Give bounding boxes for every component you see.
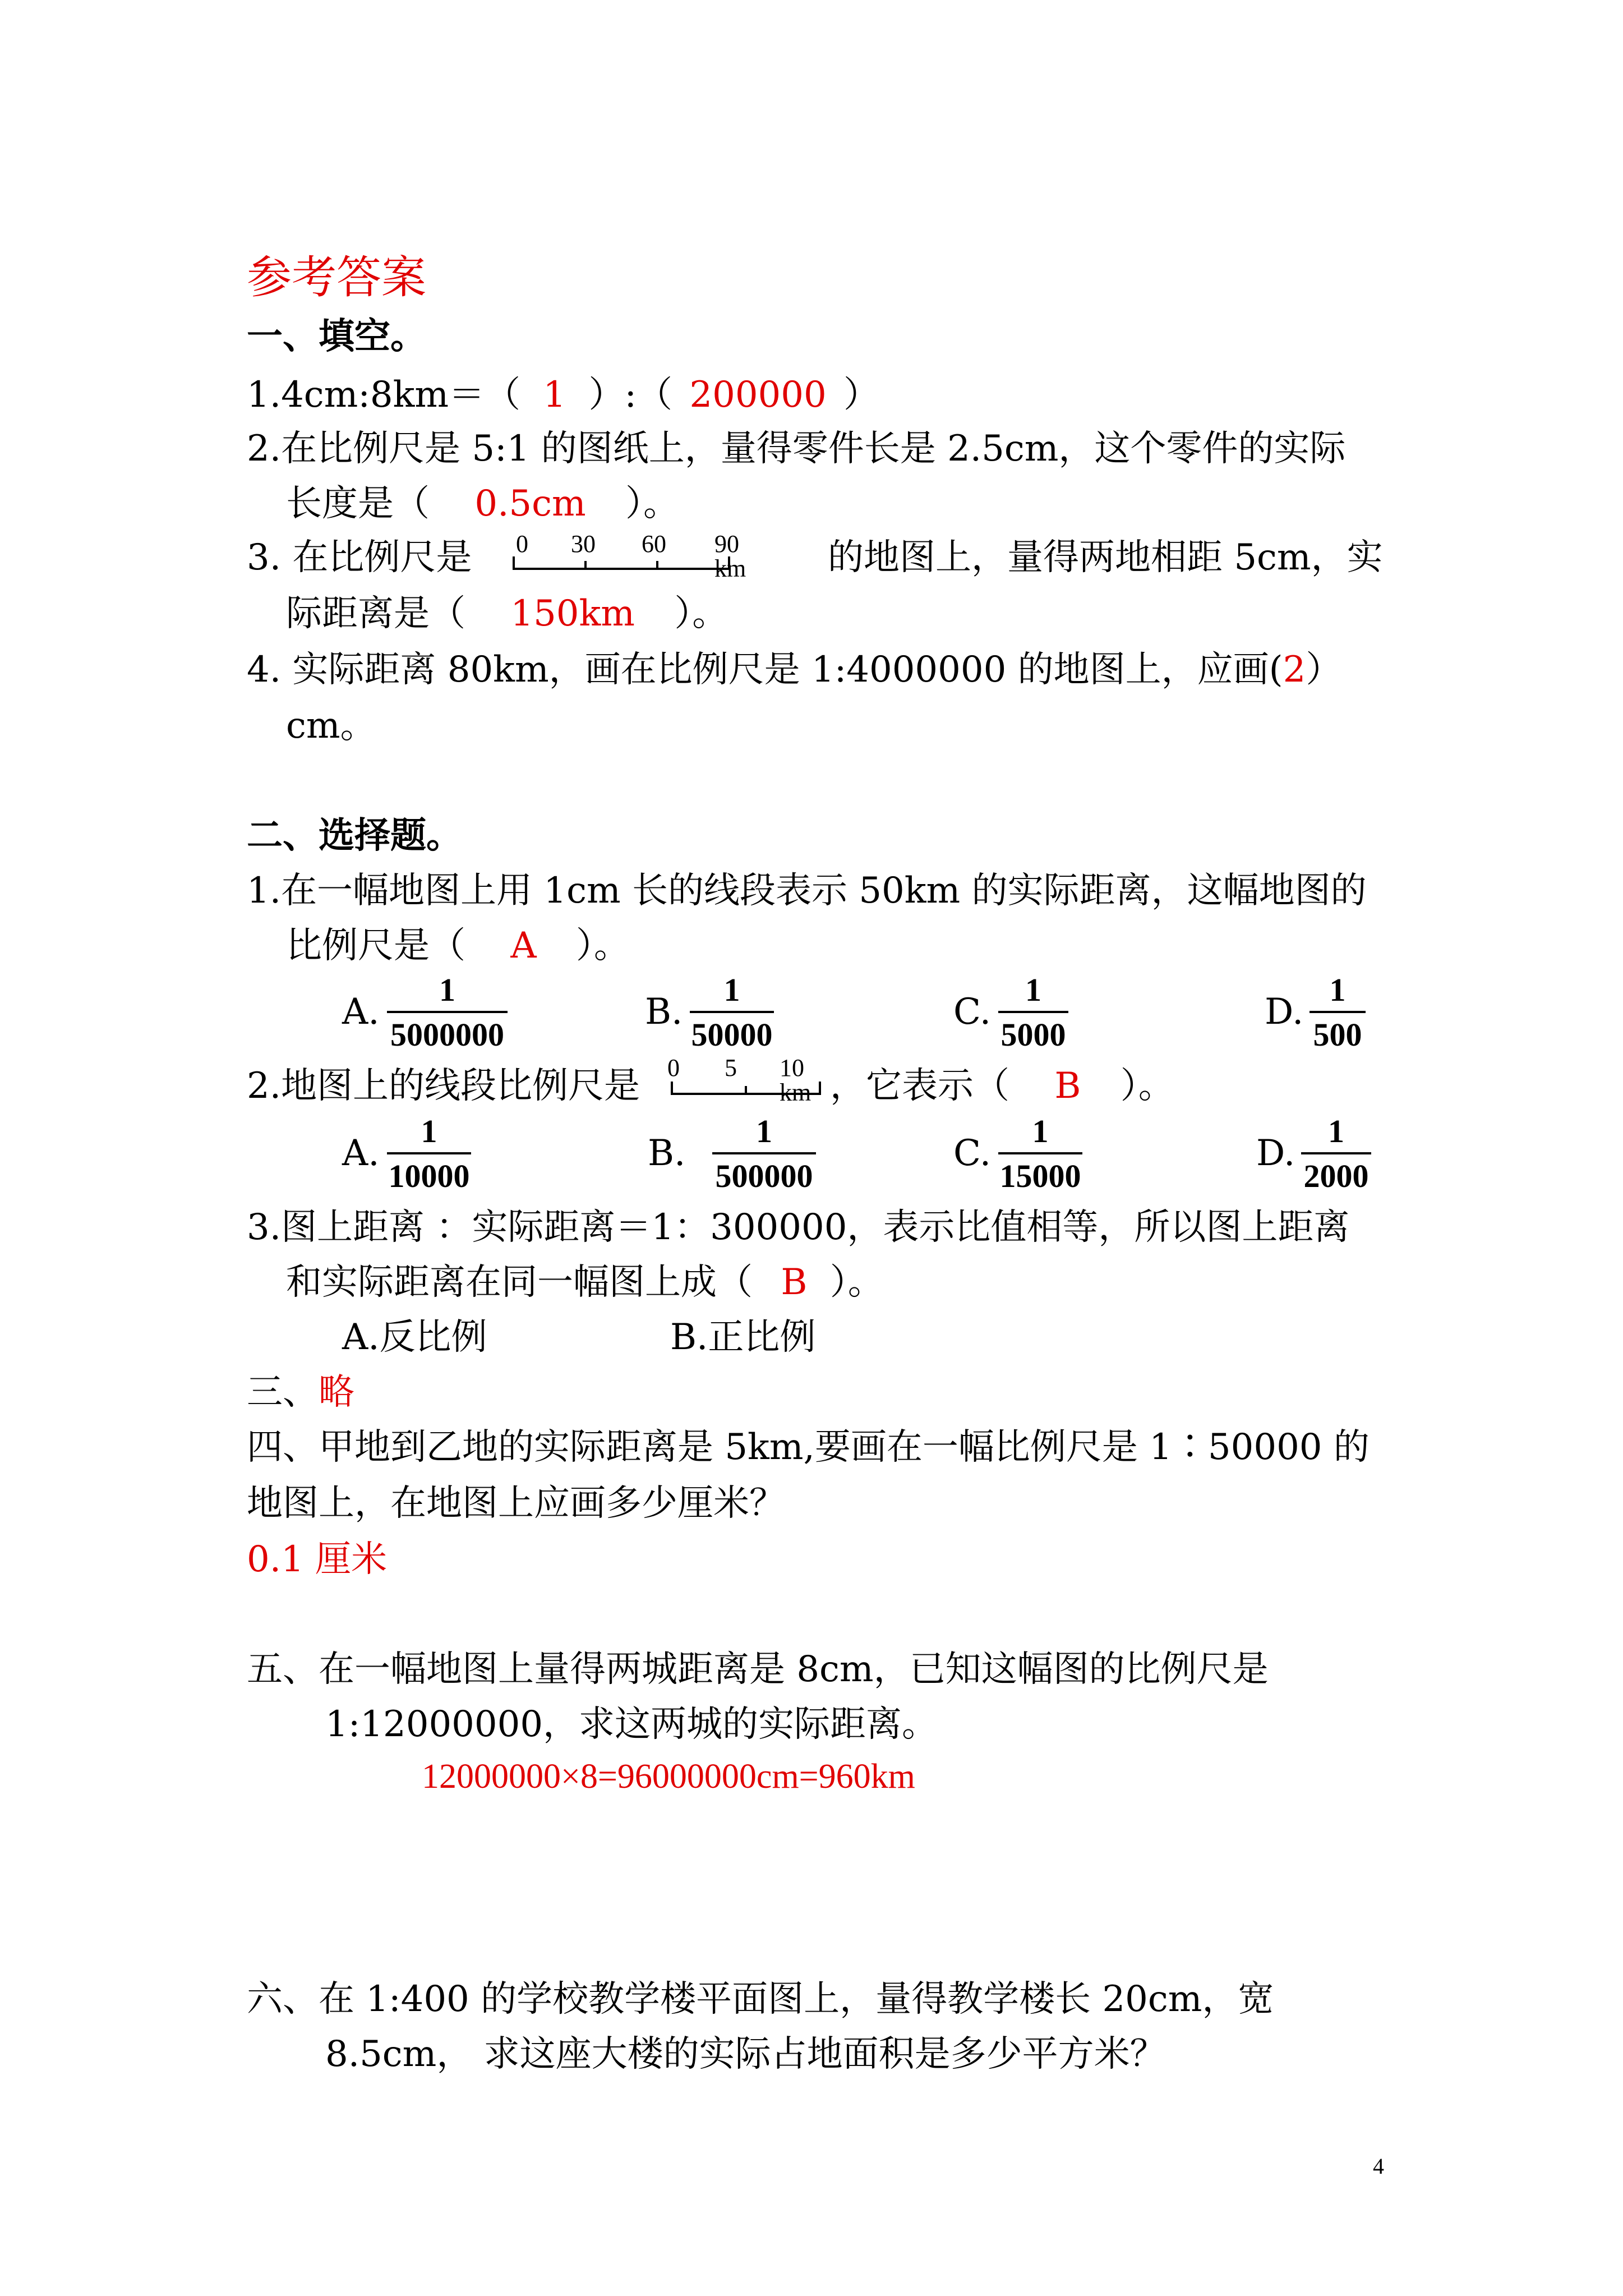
c1-b-den: 50000 — [691, 1016, 773, 1053]
q3-answer: 150km — [510, 593, 635, 634]
c1-option-b-fraction — [690, 974, 774, 1051]
c1-a-num: 1 — [439, 972, 455, 1008]
c2-option-d-fraction — [1301, 1115, 1371, 1193]
c2-d-num: 1 — [1328, 1113, 1344, 1149]
scale-bar-90km — [511, 527, 747, 582]
c2-b-num: 1 — [756, 1113, 772, 1149]
c3-option-b: B.正比例 — [670, 1317, 816, 1358]
section-4-line1: 四、甲地到乙地的实际距离是 5km,要画在一幅比例尺是 1∶50000 的 — [247, 1427, 1370, 1468]
c1-option-a-letter: A. — [342, 991, 380, 1033]
section-3-answer: 略 — [319, 1372, 354, 1413]
c1-option-c-fraction — [998, 974, 1068, 1051]
q1-suffix: ） — [843, 374, 880, 416]
q1-answer-2: 200000 — [689, 374, 827, 416]
q2-answer: 0.5cm — [474, 483, 586, 524]
fill-q4-line1 — [247, 649, 1342, 691]
section-5-answer: 12000000×8=96000000cm=960km — [422, 1757, 915, 1796]
c1-suffix: ）。 — [575, 925, 630, 967]
c2-option-c-letter: C. — [953, 1133, 992, 1174]
c1-option-b-letter: B. — [645, 991, 683, 1033]
c2-d-den: 2000 — [1303, 1158, 1369, 1194]
q4-prefix: 4. 实际距离 80km，画在比例尺是 1:4000000 的地图上，应画( — [247, 649, 1283, 691]
scale-label-60: 60 — [642, 530, 666, 558]
scale2-bar-line — [667, 1052, 836, 1097]
section-5-line1: 五、在一幅地图上量得两城距离是 8cm，已知这幅图的比例尺是 — [247, 1649, 1269, 1690]
choice-q1-line2 — [286, 925, 630, 967]
c1-answer: A — [510, 925, 537, 967]
fill-q2-line2 — [286, 483, 679, 524]
c1-option-c-letter: C. — [953, 991, 992, 1033]
fill-q4-line2: cm。 — [286, 705, 376, 747]
fill-q3-prefix: 3. 在比例尺是 — [247, 537, 472, 578]
c1-d-num: 1 — [1329, 972, 1346, 1008]
section-6-line2: 8.5cm， 求这座大楼的实际占地面积是多少平方米？ — [325, 2033, 1166, 2075]
c3-option-a: A.反比例 — [342, 1317, 487, 1358]
section-3-label: 三、 — [247, 1372, 319, 1413]
c1-a-den: 5000000 — [390, 1016, 504, 1053]
scale-label-90km: 90 km — [714, 530, 746, 582]
q1-answer-1: 1 — [543, 374, 566, 416]
section-4-line2: 地图上，在地图上应画多少厘米？ — [247, 1483, 785, 1524]
scale-label-30: 30 — [571, 530, 596, 558]
q1-prefix: 1.4cm:8km＝（ — [247, 374, 521, 416]
fill-q1 — [247, 374, 880, 416]
c2-option-b-letter: B. — [648, 1133, 686, 1174]
c2-c-num: 1 — [1032, 1113, 1049, 1149]
section-2-heading: 二、选择题。 — [247, 815, 462, 857]
c2-option-d-letter: D. — [1256, 1133, 1295, 1174]
choice-q2-prefix: 2.地图上的线段比例尺是 — [247, 1065, 640, 1107]
fill-q3-line2 — [286, 593, 728, 634]
c1-option-d-fraction — [1310, 974, 1366, 1051]
c2-option-b-fraction — [712, 1115, 816, 1193]
c2-option-a-letter: A. — [342, 1133, 380, 1174]
c2-prefix: ，它表示（ — [830, 1065, 1009, 1107]
c3-answer: B — [781, 1262, 808, 1303]
c1-d-den: 500 — [1313, 1016, 1362, 1053]
fill-q3-suffix: 的地图上，量得两地相距 5cm，实 — [828, 537, 1383, 578]
q2-suffix: ）。 — [625, 483, 679, 524]
choice-q3-line2 — [286, 1262, 884, 1303]
scale-label-0: 0 — [516, 530, 528, 558]
section-3 — [247, 1372, 354, 1413]
c1-c-num: 1 — [1025, 972, 1041, 1008]
c2-b-den: 500000 — [715, 1158, 813, 1194]
fill-q2-line1: 2.在比例尺是 5:1 的图纸上，量得零件长是 2.5cm，这个零件的实际 — [247, 428, 1346, 470]
q2-prefix: 长度是（ — [286, 483, 430, 524]
c1-option-d-letter: D. — [1265, 991, 1304, 1033]
scale-bar-line — [511, 527, 747, 572]
c2-option-c-fraction — [998, 1115, 1082, 1193]
choice-q2-suffix — [830, 1065, 1174, 1107]
c3-suffix: ）。 — [829, 1262, 884, 1303]
c1-option-a-fraction — [387, 974, 508, 1051]
q4-answer: 2 — [1283, 649, 1306, 691]
c2-c-den: 15000 — [999, 1158, 1081, 1194]
c2-option-a-fraction — [387, 1115, 471, 1193]
c2-a-den: 10000 — [388, 1158, 470, 1194]
choice-q3-line1: 3.图上距离 ：实际距离＝1：300000，表示比值相等，所以图上距离 — [247, 1207, 1350, 1248]
section-1-heading: 一、填空。 — [247, 315, 426, 357]
section-6-line1: 六、在 1:400 的学校教学楼平面图上，量得教学楼长 20cm，宽 — [247, 1978, 1274, 2020]
c2-answer: B — [1054, 1065, 1081, 1107]
c1-c-den: 5000 — [1000, 1016, 1066, 1053]
scale2-label-0: 0 — [667, 1054, 680, 1082]
scale-bar-10km — [667, 1052, 836, 1106]
scale2-label-10km: 10 km — [780, 1054, 811, 1106]
page-title: 参考答案 — [247, 251, 426, 303]
c1-prefix: 比例尺是（ — [286, 925, 465, 967]
choice-q1-line1: 1.在一幅地图上用 1cm 长的线段表示 50km 的实际距离，这幅地图的 — [247, 870, 1367, 912]
scale2-label-5: 5 — [725, 1054, 737, 1082]
q3-suffix2: ）。 — [674, 593, 728, 634]
c2-end: ）。 — [1120, 1065, 1174, 1107]
c2-a-num: 1 — [421, 1113, 437, 1149]
section-5-line2: 1:12000000，求这两城的实际距离。 — [325, 1704, 938, 1745]
c3-prefix: 和实际距离在同一幅图上成（ — [286, 1262, 753, 1303]
q4-suffix: ） — [1306, 649, 1342, 691]
section-4-answer: 0.1 厘米 — [247, 1539, 388, 1580]
q1-middle: ）:（ — [588, 374, 673, 416]
q3-prefix2: 际距离是（ — [286, 593, 465, 634]
c1-b-num: 1 — [723, 972, 740, 1008]
page-number: 4 — [1373, 2154, 1384, 2179]
